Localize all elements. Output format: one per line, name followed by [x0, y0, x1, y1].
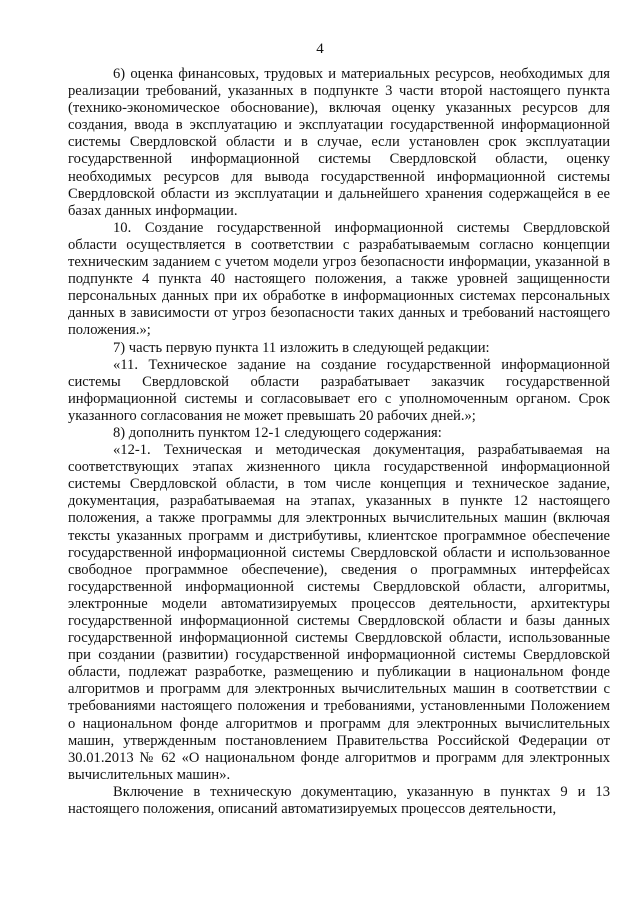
paragraph: «11. Техническое задание на создание государственной информационной системы Свердловской области разрабатывает заказчик государственной информационной системы и согласовывает его с уполномоченным органом. Срок указанного согласования не может превышать 20 рабочих дней.»; — [68, 356, 610, 424]
paragraph: 7) часть первую пункта 11 изложить в следующей редакции: — [113, 339, 490, 356]
page-number: 4 — [316, 41, 324, 57]
paragraph: «12-1. Техническая и методическая документация, разрабатываемая на соответствующих этапах жизненного цикла государственной информационной системы Свердловской области, в том числе концепция и техническое задание, документация, разрабатываемая на этапах, указанных в пункте 12 настоящего положения, а также программы для электронных вычислительных машин (включая тексты указанных программ и дистрибутивы, клиентское программное обеспечение государственной информационной системы Свердловской области и использованное свободное программное обеспечение), сведения о программных интерфейсах государственной информационной системы Свердловской области, алгоритмы, электронные модели автоматизируемых процессов деятельности, архитектуры государственной информационной системы Свердловской области и базы данных государственной информационной системы Свердловской области, использованные при создании (развитии) государственной информационной системы Свердловской области, подлежат разработке, размещению и публикации в национальном фонде алгоритмов и программ для электронных вычислительных машин в соответствии с требованиями настоящего положения и требованиями, установленными Положением о национальном фонде алгоритмов и программ для электронных вычислительных машин, утвержденным постановлением Правительства Российской Федерации от 30.01.2013 № 62 «О национальном фонде алгоритмов и программ для электронных вычислительных машин». — [68, 442, 610, 783]
paragraph: 10. Создание государственной информационной системы Свердловской области осуществляется в соответствии с разрабатываемым согласно концепции техническим заданием с учетом модели угроз безопасности информации, указанной в подпункте 4 пункта 40 настоящего положения, а также уровней защищенности персональных данных при их обработке в информационных системах персональных данных в зависимости от угроз безопасности таких данных и требований настоящего положения.»; — [68, 219, 610, 339]
body-text — [68, 66, 610, 818]
paragraph: 8) дополнить пунктом 12-1 следующего содержания: — [113, 424, 442, 441]
paragraph: Включение в техническую документацию, указанную в пунктах 9 и 13 настоящего положения, описаний автоматизируемых процессов деятельности, — [68, 783, 610, 818]
paragraph: 6) оценка финансовых, трудовых и материальных ресурсов, необходимых для реализации требований, указанных в подпункте 3 части второй настоящего пункта (технико-экономическое обоснование), включая оценку указанных ресурсов для создания, ввода в эксплуатацию и эксплуатации государственной информационной системы Свердловской области и в случае, если установлен срок эксплуатации государственной информационной системы Свердловской области, оценку необходимых ресурсов для вывода государственной информационной системы Свердловской области из эксплуатации и дальнейшего хранения содержащейся в ее базах данных информации. — [68, 66, 610, 219]
